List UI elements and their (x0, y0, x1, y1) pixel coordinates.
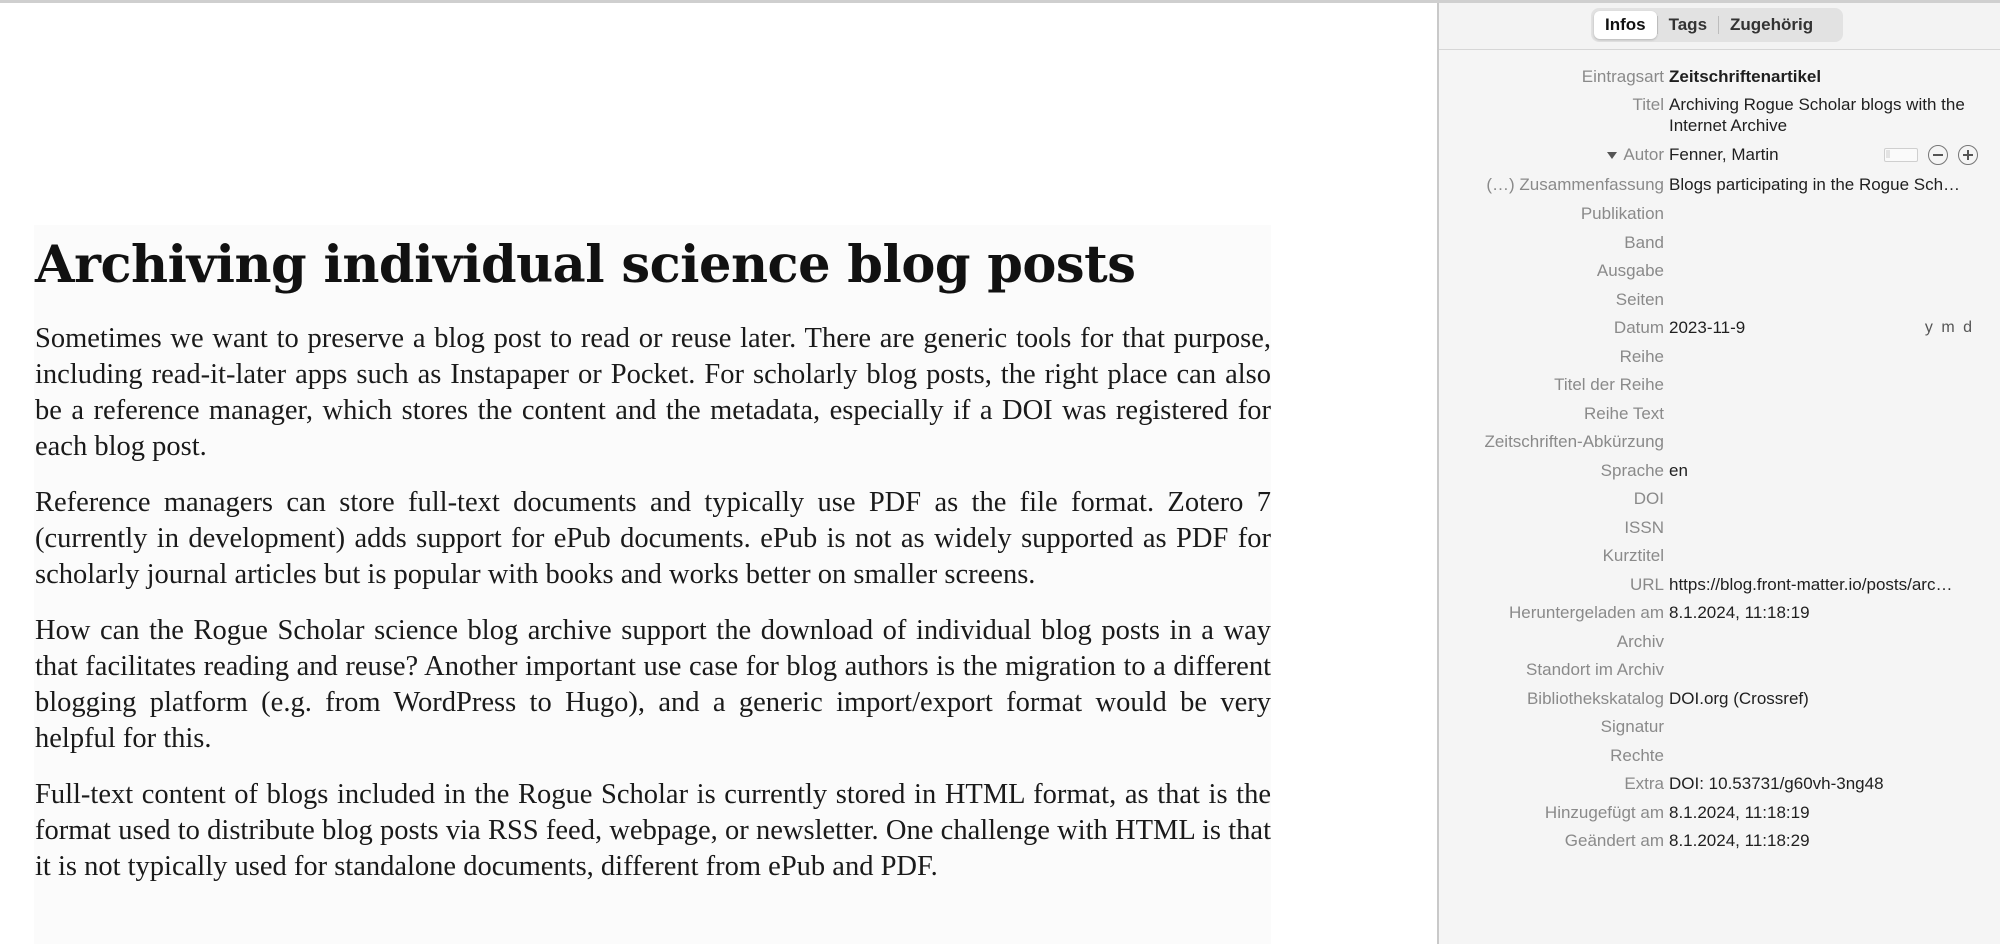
reader-pane[interactable] (0, 3, 1437, 944)
article-paragraph-2: Reference managers can store full-text documents and typically use PDF as the file format. Zotero 7 (currently in development) adds support for ePub documents. ePub is not as widely supported as PDF for scholarly journal articles but is popular with books and works better on smaller screens. (35, 487, 1271, 590)
field-row-titel (1439, 91, 2000, 135)
volume-value[interactable] (1669, 229, 1979, 232)
remove-creator-icon[interactable] (1928, 145, 1948, 165)
pages-value[interactable] (1669, 286, 1979, 289)
field-label: Hinzugefügt am (1544, 803, 1664, 822)
article-paragraph-3: How can the Rogue Scholar science blog archive support the download of individual blog posts in a way that facilitates reading and reuse? Another important use case for blog authors is the migration to a different blogging platform (e.g. from WordPress to Hugo), and a generic import/export format would be very helpful for this. (35, 615, 1271, 754)
call-number-value[interactable] (1669, 713, 1979, 716)
field-row-reihe (1439, 343, 2000, 371)
language-value[interactable]: en (1669, 461, 1688, 480)
field-label: Heruntergeladen am (1509, 603, 1664, 622)
field-label: Reihe Text (1583, 404, 1664, 423)
article-paragraph-1: Sometimes we want to preserve a blog post to read or reuse later. There are generic tools for that purpose, including read-it-later apps such as Instapaper or Pocket. For scholarly blog posts, the right place can also be a reference manager, which stores the content and the metadata, especially if a DOI was registered for each blog post. (35, 323, 1271, 462)
date-value[interactable]: 2023-11-9 (1669, 318, 1746, 337)
series-title-value[interactable] (1669, 371, 1979, 374)
abstract-value[interactable]: Blogs participating in the Rogue Sch… (1669, 175, 1961, 194)
field-row-ausgabe (1439, 257, 2000, 285)
field-row-eintragsart (1439, 63, 2000, 91)
field-row-hinzugefuegt (1439, 799, 2000, 827)
article-paragraph-4: Full-text content of blogs included in the Rogue Scholar is currently stored in HTML format, as that is the format used to distribute blog posts via RSS feed, webpage, or newsletter. One challenge with HTML is that it is not typically used for standalone documents, different from ePub and PDF. (35, 779, 1271, 882)
field-label: Bibliothekskatalog (1526, 689, 1664, 708)
field-label: Geändert am (1564, 831, 1664, 850)
field-label: Archiv (1616, 632, 1664, 651)
field-label: Sprache (1600, 461, 1664, 480)
field-row-bibliothekskatalog (1439, 685, 2000, 713)
title-value[interactable]: Archiving Rogue Scholar blogs with the Internet Archive (1669, 95, 1965, 135)
disclosure-triangle-icon[interactable] (1607, 152, 1617, 159)
short-title-value[interactable] (1669, 542, 1979, 545)
extra-value[interactable]: DOI: 10.53731/g60vh-3ng48 (1669, 774, 1884, 793)
add-creator-icon[interactable] (1958, 145, 1978, 165)
field-row-kurztitel (1439, 542, 2000, 570)
field-label: Kurztitel (1602, 546, 1664, 565)
article-body (34, 225, 1271, 944)
field-row-geaendert (1439, 827, 2000, 855)
article-title: Archiving individual science blog posts (35, 235, 1136, 295)
field-row-band (1439, 229, 2000, 257)
field-row-reihe-text (1439, 400, 2000, 428)
field-label: Rechte (1610, 746, 1664, 765)
archive-value[interactable] (1669, 628, 1979, 631)
item-type-value[interactable]: Zeitschriftenartikel (1669, 67, 1822, 86)
field-row-doi (1439, 485, 2000, 513)
field-label: Band (1624, 233, 1664, 252)
archive-location-value[interactable] (1669, 656, 1979, 659)
field-label: Publikation (1580, 204, 1664, 223)
date-added-value: 8.1.2024, 11:18:19 (1669, 803, 1810, 822)
field-row-signatur (1439, 713, 2000, 741)
field-row-seiten (1439, 286, 2000, 314)
field-row-rechte (1439, 742, 2000, 770)
field-label: Zeitschriften-Abkürzung (1484, 432, 1664, 451)
issue-value[interactable] (1669, 257, 1979, 260)
field-label: ISSN (1624, 518, 1664, 537)
url-label[interactable]: URL (1629, 575, 1664, 594)
field-row-url (1439, 571, 2000, 599)
field-label: Titel der Reihe (1554, 375, 1664, 394)
field-label: Standort im Archiv (1526, 660, 1664, 679)
date-modified-value: 8.1.2024, 11:18:29 (1669, 831, 1810, 850)
item-info-panel (1437, 3, 2000, 944)
field-label: Titel (1632, 95, 1664, 114)
field-row-extra (1439, 770, 2000, 798)
rights-value[interactable] (1669, 742, 1979, 745)
author-value[interactable]: Fenner, Martin (1669, 145, 1779, 164)
field-row-sprache (1439, 457, 2000, 485)
field-row-zeitschriften-abkuerzung (1439, 428, 2000, 456)
issn-value[interactable] (1669, 514, 1979, 517)
tab-infos[interactable]: Infos (1594, 11, 1657, 39)
field-row-issn (1439, 514, 2000, 542)
creator-mode-toggle[interactable] (1884, 148, 1918, 162)
field-row-heruntergeladen (1439, 599, 2000, 627)
series-text-value[interactable] (1669, 400, 1979, 403)
field-row-datum (1439, 314, 2000, 342)
field-label: Signatur (1600, 717, 1664, 736)
doi-value[interactable] (1669, 485, 1979, 488)
tab-zugehoerig[interactable]: Zugehörig (1730, 15, 1814, 34)
field-row-archiv (1439, 628, 2000, 656)
field-label: Ausgabe (1596, 261, 1664, 280)
field-row-titel-der-reihe (1439, 371, 2000, 399)
date-format-indicator: y m d (1924, 319, 1974, 336)
field-row-publikation (1439, 200, 2000, 228)
publication-value[interactable] (1669, 200, 1979, 203)
series-value[interactable] (1669, 343, 1979, 346)
field-label: Datum (1613, 318, 1664, 337)
field-row-zusammenfassung (1439, 171, 2000, 199)
field-label: Seiten (1615, 290, 1664, 309)
panel-tab-bar (1439, 3, 2000, 50)
segmented-control (1591, 8, 1843, 42)
field-label: DOI (1633, 489, 1664, 508)
author-label: Autor (1623, 145, 1664, 164)
field-row-autor (1439, 141, 2000, 169)
library-catalog-value[interactable]: DOI.org (Crossref) (1669, 689, 1809, 708)
field-row-standort (1439, 656, 2000, 684)
accessed-value[interactable]: 8.1.2024, 11:18:19 (1669, 603, 1810, 622)
field-label: Extra (1624, 774, 1664, 793)
author-controls (1884, 145, 1978, 165)
tab-tags[interactable]: Tags (1668, 15, 1708, 34)
field-label: Eintragsart (1581, 67, 1664, 86)
url-value[interactable]: https://blog.front-matter.io/posts/arc… (1669, 575, 1953, 594)
field-label (1607, 141, 1664, 169)
field-label[interactable]: (…) Zusammenfassung (1486, 175, 1664, 194)
journal-abbr-value[interactable] (1669, 428, 1979, 431)
field-label: Reihe (1619, 347, 1664, 366)
